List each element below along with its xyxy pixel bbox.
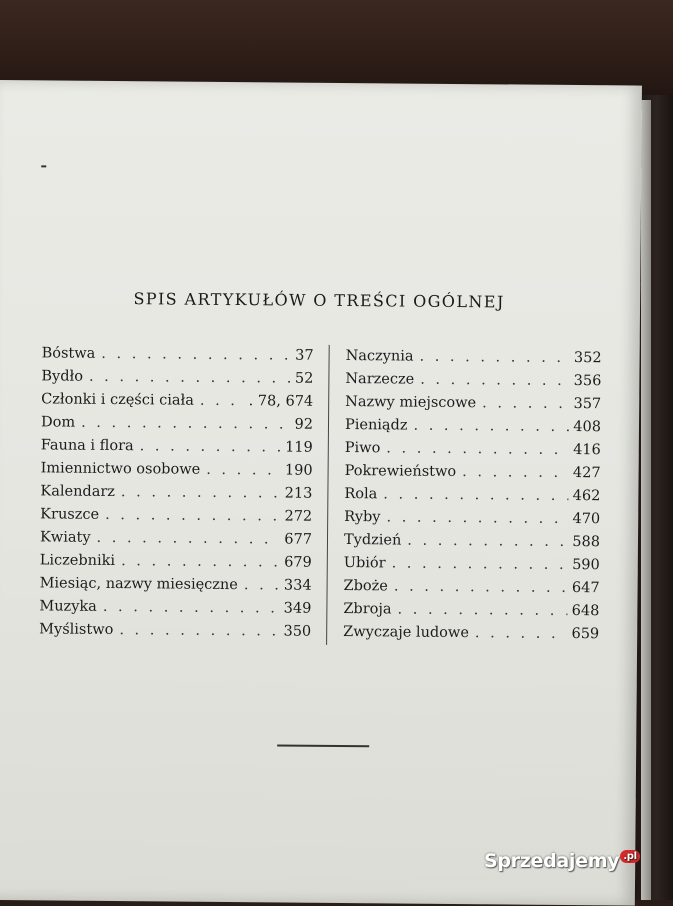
entry-page: 427 bbox=[572, 465, 601, 482]
index-entry bbox=[40, 480, 312, 505]
entry-label: Muzyka bbox=[39, 598, 97, 615]
index-entry bbox=[40, 572, 312, 597]
entry-page: 350 bbox=[283, 623, 312, 640]
entry-label: Myślistwo bbox=[39, 621, 114, 639]
entry-page: 190 bbox=[284, 462, 313, 479]
leader-dots bbox=[75, 412, 291, 437]
index-entry bbox=[344, 483, 600, 508]
entry-page: 648 bbox=[571, 603, 600, 620]
leader-dots bbox=[95, 343, 291, 368]
index-entry bbox=[41, 365, 313, 390]
entry-label: Miesiąc, nazwy miesięczne bbox=[39, 575, 238, 594]
index-entry bbox=[42, 342, 314, 367]
entry-page: 357 bbox=[573, 396, 602, 413]
index-entry bbox=[41, 434, 313, 459]
entry-label: Członki i części ciała bbox=[41, 391, 194, 409]
entry-page: 588 bbox=[572, 534, 601, 551]
entry-page: 213 bbox=[284, 485, 313, 502]
leader-dots bbox=[134, 435, 282, 459]
entry-page: 470 bbox=[572, 511, 601, 528]
page-stack-edge bbox=[641, 100, 651, 900]
entry-label: Narzecze bbox=[345, 371, 415, 388]
entry-page: . 78, 674 bbox=[248, 393, 314, 410]
leader-dots bbox=[380, 506, 568, 531]
index-entry bbox=[344, 529, 600, 554]
index-entry bbox=[345, 437, 601, 462]
index-entry bbox=[39, 595, 311, 620]
index-entry bbox=[40, 503, 312, 528]
entry-page: 37 bbox=[295, 347, 314, 364]
leader-dots bbox=[401, 530, 568, 554]
entry-label: Piwo bbox=[344, 440, 381, 457]
entry-page: 679 bbox=[284, 554, 312, 571]
index-entry bbox=[40, 549, 312, 574]
entry-label: Bóstwa bbox=[41, 345, 96, 362]
index-entry bbox=[344, 506, 600, 531]
index-entry bbox=[345, 345, 601, 370]
index-entry bbox=[345, 391, 601, 416]
entry-page: 349 bbox=[283, 600, 312, 617]
entry-label: Kruszce bbox=[40, 506, 100, 523]
entry-page: 52 bbox=[294, 370, 314, 387]
leader-dots bbox=[115, 481, 281, 505]
index-entry bbox=[345, 414, 601, 439]
entry-label: Zwyczaje ludowe bbox=[343, 624, 470, 642]
entry-label: Fauna i flora bbox=[40, 437, 134, 455]
index-entry bbox=[344, 460, 600, 485]
entry-label: Rola bbox=[344, 486, 378, 503]
entry-label: Ubiór bbox=[343, 555, 386, 572]
entry-page: 647 bbox=[571, 580, 600, 597]
leader-dots bbox=[99, 504, 281, 529]
leader-dots bbox=[238, 574, 280, 597]
index-entry bbox=[40, 526, 312, 551]
entry-page: 590 bbox=[572, 557, 600, 574]
entry-label: Kalendarz bbox=[40, 483, 116, 501]
entry-page: 92 bbox=[294, 416, 314, 433]
entry-page: 334 bbox=[283, 577, 312, 594]
index-entry bbox=[41, 411, 313, 436]
leader-dots bbox=[413, 346, 570, 370]
index-entry bbox=[343, 575, 599, 600]
entry-page: 352 bbox=[573, 350, 602, 367]
leader-dots bbox=[83, 366, 291, 391]
entry-page: 356 bbox=[573, 373, 602, 390]
index-column-left bbox=[39, 342, 314, 643]
entry-label: Tydzień bbox=[343, 532, 402, 549]
watermark-logo bbox=[484, 850, 640, 872]
entry-label: Pieniądz bbox=[344, 417, 408, 434]
index-entry bbox=[41, 457, 313, 482]
entry-page: 416 bbox=[573, 442, 601, 459]
index-entry bbox=[39, 618, 311, 643]
leader-dots bbox=[380, 437, 569, 462]
entry-label: Kwiaty bbox=[39, 529, 91, 546]
leader-dots bbox=[388, 575, 568, 600]
book-page bbox=[0, 80, 642, 906]
entry-label: Naczynia bbox=[345, 348, 414, 365]
leader-dots bbox=[377, 483, 569, 508]
leader-dots bbox=[476, 392, 570, 416]
entry-label: Zboże bbox=[343, 578, 388, 595]
leader-dots bbox=[113, 619, 279, 643]
entry-label: Zbroja bbox=[343, 601, 392, 618]
page-mark bbox=[41, 165, 46, 167]
index-column-right bbox=[343, 345, 602, 646]
index-entry bbox=[343, 598, 599, 623]
entry-page: 659 bbox=[571, 626, 600, 643]
leader-dots bbox=[469, 622, 568, 646]
leader-dots bbox=[407, 415, 569, 439]
watermark-badge: .pl bbox=[620, 850, 640, 863]
leader-dots bbox=[97, 596, 280, 621]
entry-label: Ryby bbox=[344, 509, 381, 526]
column-divider bbox=[326, 345, 330, 645]
entry-page: 677 bbox=[284, 531, 313, 548]
leader-dots bbox=[391, 598, 567, 623]
entry-label: Nazwy miejscowe bbox=[345, 394, 477, 412]
leader-dots bbox=[194, 390, 245, 413]
entry-page: 408 bbox=[573, 419, 602, 436]
entry-page: 272 bbox=[284, 508, 313, 525]
watermark-text: Sprzedajemy bbox=[484, 850, 620, 872]
entry-label: Pokrewieństwo bbox=[344, 463, 457, 480]
index-entry bbox=[345, 368, 601, 393]
leader-dots bbox=[386, 552, 569, 577]
entry-label: Liczebniki bbox=[39, 552, 116, 570]
section-separator-rule bbox=[277, 744, 369, 747]
leader-dots bbox=[90, 527, 280, 552]
index-entry bbox=[343, 621, 599, 646]
leader-dots bbox=[200, 459, 281, 483]
index-entry bbox=[344, 552, 600, 577]
entry-page: 462 bbox=[572, 488, 601, 505]
index-entry bbox=[41, 388, 313, 413]
entry-label: Imiennictwo osobowe bbox=[40, 460, 201, 478]
entry-page: 119 bbox=[285, 439, 313, 456]
leader-dots bbox=[414, 369, 570, 393]
leader-dots bbox=[456, 461, 569, 485]
page-title: SPIS ARTYKUŁÓW O TREŚCI OGÓLNEJ bbox=[133, 289, 505, 312]
leader-dots bbox=[115, 550, 280, 574]
entry-label: Dom bbox=[40, 414, 76, 431]
entry-label: Bydło bbox=[41, 368, 84, 385]
